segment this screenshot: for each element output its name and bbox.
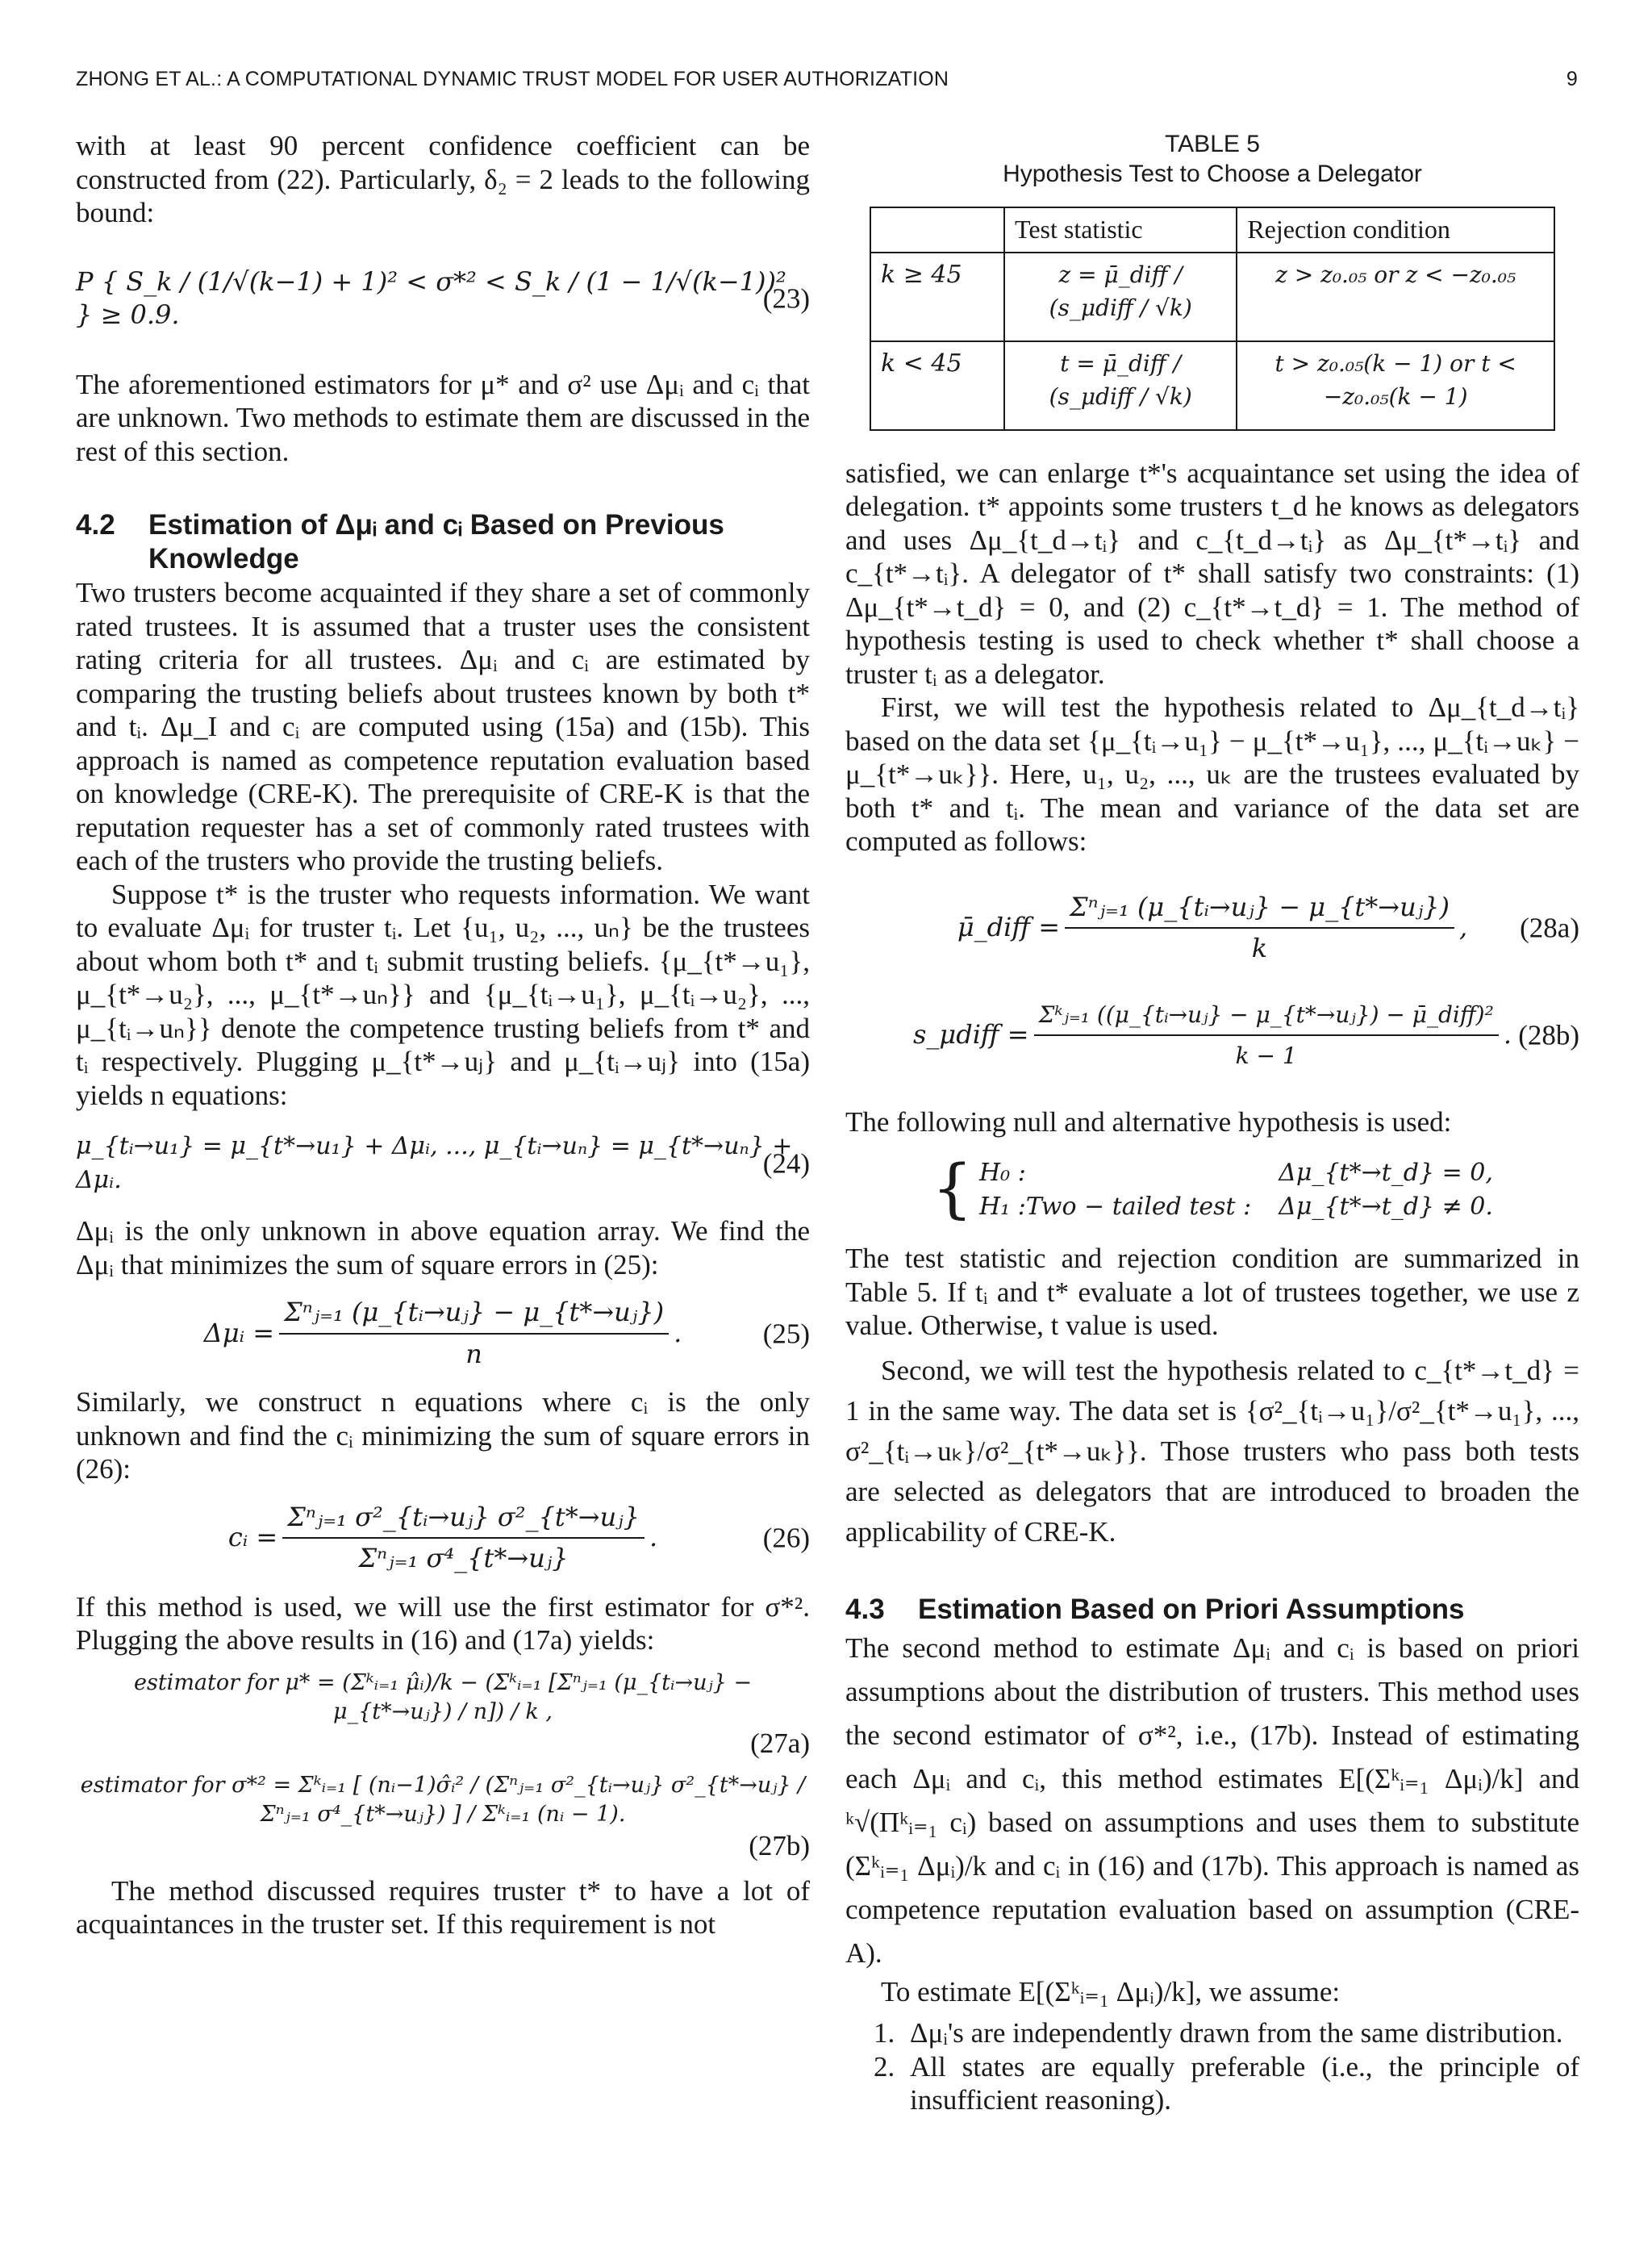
equation-23 [76,265,810,332]
paragraph: First, we will test the hypothesis related to Δμ_{t_d→tᵢ} based on the data set {μ_{tᵢ→u₁} − μ_{t*→u₁}, ..., μ_{tᵢ→uₖ} − μ_{t*→uₖ}}. Here, u₁, u₂, ..., uₖ are the trustees evaluated by both t* and tᵢ. The mean and variance of the data set are computed as follows: [845,691,1579,857]
table-header-cell: Test statistic [1004,207,1237,253]
equation-lhs: s_μdiff = [912,1019,1029,1051]
fraction [1034,998,1499,1073]
equation-25: Δμᵢ = $\frac{\text{Σⁿⱼ₌₁ (μ\_\{tᵢ→uⱼ\} − μ\_\{t*→uⱼ\})}}{n}$ . (25) [76,1296,810,1371]
section-title: Estimation Based on Priori Assumptions [918,1593,1465,1625]
equation-27b [76,1771,810,1863]
table-label: TABLE 5 [1165,131,1260,157]
equation-body: estimator for μ* = (Σᵏᵢ₌₁ μ̂ᵢ)/k − (Σᵏᵢ₌₁ [Σⁿⱼ₌₁ (μ_{tᵢ→uⱼ} − μ_{t*→uⱼ}) / n]) / k , [134,1669,752,1724]
equation-number: (24) [762,1147,810,1179]
equation-body: μ_{tᵢ→u₁} = μ_{t*→u₁} + Δμᵢ, ..., μ_{tᵢ→uₙ} = μ_{t*→uₙ} + Δμᵢ. [76,1132,793,1194]
equation-number: (27a) [750,1727,810,1759]
hypothesis-table [870,207,1555,431]
paragraph: Two trusters become acquainted if they share a set of commonly rated trustees. It is assumed that a truster uses the consistent rating criteria for all trustees. Δμᵢ and cᵢ are estimated by comparing the trusting beliefs about trustees known by both t* and tᵢ. Δμ_I and cᵢ are computed using (15a) and (15b). This approach is named as competence reputation evaluation based on knowledge (CRE-K). The prerequisite of CRE-K is that the reputation requester has a set of commonly rated trustees with each of the trusters who provide the trusting beliefs. [76,577,810,876]
denominator: k [1251,933,1268,963]
section-number: 4.2 [76,509,115,541]
fraction [1065,891,1454,966]
numerator: Σⁿⱼ₌₁ (μ_{tᵢ→uⱼ} − μ_{t*→uⱼ}) [279,1296,669,1335]
numerator: Σⁿⱼ₌₁ σ²_{tᵢ→uⱼ} σ²_{t*→uⱼ} [282,1501,645,1540]
equation-24 [76,1130,810,1197]
running-title: ZHONG ET AL.: A COMPUTATIONAL DYNAMIC TRUST MODEL FOR USER AUTHORIZATION [76,68,949,90]
equation-28a [845,891,1579,966]
paragraph: The second method to estimate Δμᵢ and cᵢ is based on priori assumptions about the distribution of trusters. This method uses the second estimator of σ*², i.e., (17b). Instead of estimating each Δμᵢ and cᵢ, this method estimates E[(Σᵏᵢ₌₁ Δμᵢ)/k] and ᵏ√(Πᵏᵢ₌₁ cᵢ) based on assumptions and uses them to substitute (Σᵏᵢ₌₁ Δμᵢ)/k and cᵢ in (16) and (17b). This approach is named as competence reputation evaluation based on assumption (CRE-A). [845,1631,1579,1969]
equation-26: cᵢ = $\frac{\text{Σⁿⱼ₌₁ σ²\_\{tᵢ→uⱼ\} σ²\_\{t*→uⱼ\}}}{\text{Σⁿⱼ₌₁ σ⁴\_\{t*→uⱼ\}}}$ . (26) [76,1501,810,1576]
running-header [76,68,1578,100]
list-item: 1. Δμᵢ's are independently drawn from the same distribution. [902,2016,1579,2050]
table-row [870,253,1554,341]
h1-condition: Δμ_{t*→t_d} ≠ 0. [1279,1193,1493,1221]
numerator: Σⁿⱼ₌₁ (μ_{tᵢ→uⱼ} − μ_{t*→uⱼ}) [1065,891,1454,930]
paragraph: The test statistic and rejection condition are summarized in Table 5. If tᵢ and t* evaluate a lot of trustees together, we use z value. Otherwise, t value is used. [845,1243,1579,1341]
list-item: 2. All states are equally preferable (i.e., the principle of insufficient reasoning). [902,2050,1579,2117]
table-row [870,341,1554,430]
h0-label: H₀ : [979,1159,1026,1187]
equation-punct: . [1503,1019,1512,1051]
table-cell: k ≥ 45 [870,253,1004,341]
hypothesis-cases [845,1151,1579,1226]
section-title: Estimation of Δμᵢ and cᵢ Based on Previous Knowledge [148,509,724,574]
paragraph: Δμᵢ is the only unknown in above equation array. We find the Δμᵢ that minimizes the sum of square errors in (25): [76,1215,810,1280]
equation-number: (27b) [749,1830,810,1861]
equation-punct: , [1459,912,1468,943]
equation-body: estimator for σ*² = Σᵏᵢ₌₁ [ (nᵢ−1)σ̂ᵢ² / (Σⁿⱼ₌₁ σ²_{tᵢ→uⱼ} σ²_{t*→uⱼ} / Σⁿⱼ₌₁ σ⁴_{t*→uⱼ}) ] / Σᵏᵢ₌₁ (nᵢ − 1). [80,1773,806,1827]
paragraph: satisfied, we can enlarge t*'s acquaintance set using the idea of delegation. t* appoints some trusters t_d he knows as delegators and uses Δμ_{t_d→tᵢ} and c_{t_d→tᵢ} as Δμ_{t*→tᵢ} and c_{t*→tᵢ}. A delegator of t* shall satisfy two constraints: (1) Δμ_{t*→t_d} = 0, and (2) c_{t*→t_d} = 1. The method of hypothesis testing is used to check whether t* shall choose a truster tᵢ as a delegator. [845,457,1579,690]
numerator: Σᵏⱼ₌₁ ((μ_{tᵢ→uⱼ} − μ_{t*→uⱼ}) − μ̄_diff)² [1034,998,1499,1037]
equation-number: (26) [762,1522,810,1554]
paragraph: The aforementioned estimators for μ* and σ² use Δμᵢ and cᵢ that are unknown. Two methods to estimate them are discussed in the rest of this section. [76,368,810,467]
equation-27a [76,1669,810,1761]
equation-body: P { S_k / (1/√(k−1) + 1)² < σ*² < S_k / (1 − 1/√(k−1))² } ≥ 0.9. [76,265,786,330]
equation-lhs: cᵢ = [227,1522,278,1553]
paragraph: To estimate E[(Σᵏᵢ₌₁ Δμᵢ)/k], we assume: [881,1975,1341,2007]
denominator: n [465,1338,482,1369]
paragraph: Suppose t* is the truster who requests information. We want to evaluate Δμᵢ for truster tᵢ. Let {u₁, u₂, ..., uₙ} be the trustees about whom both t* and tᵢ submit trusting beliefs. {μ_{t*→u₁}, μ_{t*→u₂}, ..., μ_{t*→uₙ}} and {μ_{tᵢ→u₁}, μ_{tᵢ→u₂}, ..., μ_{tᵢ→uₙ}} denote the competence trusting beliefs from t* and tᵢ respectively. Plugging μ_{t*→uⱼ} and μ_{tᵢ→uⱼ} into (15a) yields n equations: [76,878,810,1111]
equation-lhs: μ̄_diff = [957,912,1060,943]
assumption-list [845,2016,1579,2117]
left-column [76,129,810,1941]
paragraph: with at least 90 percent confidence coefficient can be constructed from (22). Particularly, δ₂ = 2 leads to the following bound: [76,130,810,228]
section-number: 4.3 [845,1593,885,1625]
table-cell: t = μ̄_diff / (s_μdiff / √k) [1004,341,1237,430]
table-header-row [870,207,1554,253]
table-cell: k < 45 [870,341,1004,430]
paragraph: Similarly, we construct n equations where cᵢ is the only unknown and find the cᵢ minimizing the sum of square errors in (26): [76,1386,810,1485]
section-heading-4-2 [76,508,810,576]
section-heading-4-3 [845,1593,1579,1627]
table-cell: z > z₀.₀₅ or z < −z₀.₀₅ [1237,253,1554,341]
table-title: Hypothesis Test to Choose a Delegator [1003,161,1422,187]
paragraph: The method discussed requires truster t* to have a lot of acquaintances in the truster set. If this requirement is not [76,1874,810,1940]
right-column [845,129,1579,2117]
left-brace-icon: { [932,1151,973,1226]
equation-28b [845,998,1579,1073]
fraction [282,1501,645,1576]
denominator: Σⁿⱼ₌₁ σ⁴_{t*→uⱼ} [358,1543,569,1573]
h1-label: H₁ :Two − tailed test : [979,1193,1252,1221]
table-header-cell [870,207,1004,253]
table-cell: z = μ̄_diff / (s_μdiff / √k) [1004,253,1237,341]
equation-number: (23) [762,282,810,315]
equation-lhs: Δμᵢ = [203,1317,275,1348]
equation-number: (28b) [1518,1019,1579,1051]
page-number: 9 [1566,68,1578,90]
paragraph: Second, we will test the hypothesis related to c_{t*→t_d} = 1 in the same way. The data set is {σ²_{tᵢ→u₁}/σ²_{t*→u₁}, ..., σ²_{tᵢ→uₖ}/σ²_{t*→uₖ}}. Those trusters who pass both tests are selected as delegators that are introduced to broaden the applicability of CRE-K. [845,1354,1579,1548]
h0-condition: Δμ_{t*→t_d} = 0, [1279,1159,1493,1187]
paragraph: The following null and alternative hypothesis is used: [845,1105,1452,1138]
equation-number: (28a) [1520,912,1579,944]
fraction [279,1296,669,1371]
table-header-cell: Rejection condition [1237,207,1554,253]
table-cell: t > z₀.₀₅(k − 1) or t < −z₀.₀₅(k − 1) [1237,341,1554,430]
paragraph: If this method is used, we will use the first estimator for σ*². Plugging the above results in (16) and (17a) yields: [76,1590,810,1656]
equation-number: (25) [762,1317,810,1349]
denominator: k − 1 [1235,1042,1297,1069]
